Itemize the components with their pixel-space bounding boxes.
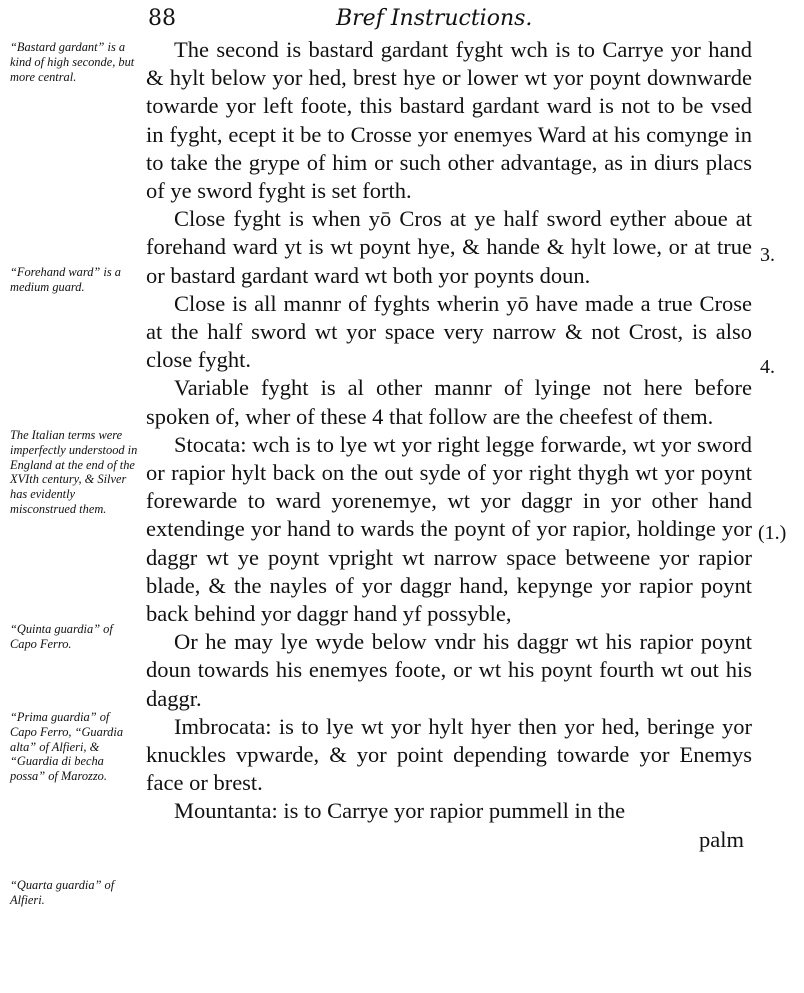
right-number-3: 3.: [760, 244, 775, 266]
catchword: palm: [699, 826, 744, 852]
paragraph-imbrocata: Imbrocata: is to lye wt yor hylt hyer then yor hed, beringe yor knuckles vpwarde, & yor point depending towarde yor Enemys face or brest.: [146, 713, 752, 796]
page-header: [0, 6, 804, 34]
page-number: 88: [148, 6, 176, 31]
margin-note-prima-guardia: “Prima guardia” of Capo Ferro, “Guardia alta” of Alfieri, & “Guardia di becha possa” of Marozzo.: [10, 710, 124, 784]
paragraph-close-fyght: Close fyght is when yō Cros at ye half sword eyther aboue at forehand ward yt is wt poynt hye, & hande & hylt lowe, or at true or bastard gardant ward wt both yor poynts doun.: [146, 206, 752, 288]
paragraph-stocata: Stocata: wch is to lye wt yor right legge forwarde, wt yor sword or rapior hylt back on the out syde of yor right thygh wt yor poynt forewarde to ward yorenemye, wt yor daggr in yor other hand extendinge yor hand to wards the poynt of yor rapior, holdinge yor daggr wt ye poynt vpright wt narrow space betweene yor rapior blade, & the nayles of yor daggr hand, kepynge yor rapior poynt back behind yor daggr hand yf possyble,: [146, 431, 752, 627]
paragraph-bastard-gardant: The second is bastard gardant fyght wch is to Carrye yor hand & hylt below yor hed, brest hye or lower wt yor poynt downwarde towarde yor left foote, this bastard gardant ward is not to be vsed in fyght, ecept it be to Crosse yor enemyes Ward at his comynge in to take the grype of him or such other advantage, as in diurs placs of ye sword fyght is set forth.: [146, 37, 752, 204]
right-number-4: 4.: [760, 356, 775, 378]
paragraph-mountanta: Mountanta: is to Carrye yor rapior pummell in the: [174, 798, 626, 824]
margin-note-bastard-gardant: “Bastard gardant” is a kind of high seconde, but more central.: [10, 40, 135, 84]
right-number-1: (1.): [758, 522, 787, 544]
paragraph-close: Close is all mannr of fyghts wherin yō have made a true Crose at the half sword wt yor space very narrow & not Crost, is also close fyght.: [146, 290, 752, 373]
margin-note-forehand-ward: “Forehand ward” is a medium guard.: [10, 265, 121, 294]
paragraph-variable-fyght: Variable fyght is al other mannr of lyinge not here before spoken of, wher of these 4 that follow are the cheefest of them.: [146, 375, 752, 429]
paragraph-or-he-may-lye: Or he may lye wyde below vndr his daggr wt his rapior poynt doun towards his enemyes foote, or wt his poynt fourth wt out his daggr.: [146, 629, 752, 711]
main-text: [146, 36, 752, 854]
running-title: Bref Instructions.: [336, 6, 533, 31]
margin-note-quinta-guardia: “Quinta guardia” of Capo Ferro.: [10, 622, 113, 651]
margin-note-italian-terms: The Italian terms were imperfectly understood in England at the end of the XVIth century, & Silver has evidently misconstrued them.: [10, 428, 138, 516]
margin-note-quarta-guardia: “Quarta guardia” of Alfieri.: [10, 878, 115, 907]
